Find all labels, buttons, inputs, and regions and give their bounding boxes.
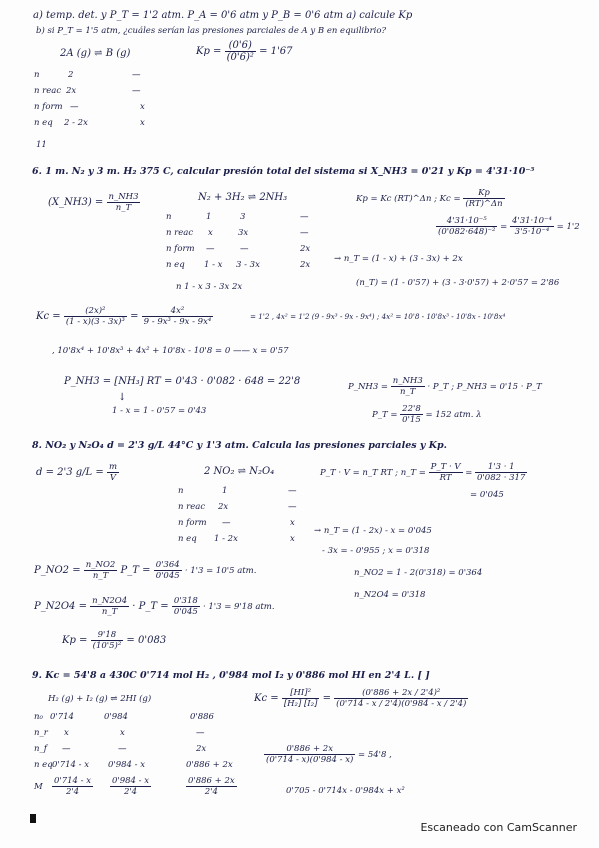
p6-kc-expansion: = 1'2 , 4x² = 1'2 (9 - 9x³ - 9x - 9x⁴) ; 4x² = 10'8 - 10'8x³ - 10'8x - 10'8x⁴ <box>250 312 506 321</box>
p9-kc: Kc = $\frac{\text{[HI]²}}{\text{[H₂] [I₂]}}$ = $\frac{\text{(0'886 + 2x / 2'4)²}}{(0'714 - x / 2'4)(0'984 - x / 2'4)}$ <box>254 688 467 709</box>
p8-row-label: n eq <box>178 534 197 544</box>
p8-equation: 2 NO₂ ⇌ N₂O₄ <box>204 466 275 477</box>
p6-line-1: 6. 1 m. N₂ y 3 m. H₂ 375 C, calcular presión total del sistema si X_NH3 = 0'21 y Kp = 4'31·10⁻⁵ <box>32 166 535 177</box>
p9-equation: H₂ (g) + I₂ (g) ⇌ 2HI (g) <box>48 694 152 704</box>
p8-p-n2o4: P_N2O4 = $\frac{n\_N2O4}{n\_T}$ · P_T = $\frac{0'318}{0'045}$ · 1'3 = 9'18 atm. <box>34 596 275 617</box>
p8-density: d = 2'3 g/L = $\frac{m}{V}$ <box>36 462 118 483</box>
p7-cell: x <box>140 102 145 112</box>
p7-cell: 2x <box>66 86 77 96</box>
p9-cell: 0'984 - x <box>108 760 146 770</box>
p7-equation: 2A (g) ⇌ B (g) <box>60 48 131 59</box>
p6-cell: — <box>206 244 215 254</box>
p6-cell: 3 - 3x <box>236 260 260 270</box>
p7-line-1: a) temp. det. y P_T = 1'2 atm. P_A = 0'6 atm y P_B = 0'6 atm a) calcule Kp <box>33 10 413 21</box>
p6-cell: x <box>208 228 213 238</box>
p8-cell: — <box>288 502 297 512</box>
p9-row-label: n eq <box>34 760 53 770</box>
p8-n-n2o4: n_N2O4 = 0'318 <box>354 590 426 600</box>
p6-kp-relation: Kp = Kc (RT)^Δn ; Kc = $\frac{Kp}{(RT)\^{}\Delta n}$ <box>356 188 503 209</box>
p8-cell: — <box>288 486 297 496</box>
p9-cell: 2x <box>196 744 207 754</box>
p9-expansion: 0'705 - 0'714x - 0'984x + x² <box>286 786 405 796</box>
p6-cell: — <box>300 228 309 238</box>
p8-cell: — <box>222 518 231 528</box>
p9-cell: 0'714 - x <box>52 760 90 770</box>
p9-cell: x <box>120 728 125 738</box>
p6-concentration: 1 - x = 1 - 0'57 = 0'43 <box>112 406 207 416</box>
p9-cell: 0'886 <box>190 712 214 722</box>
p8-row-label: n reac <box>178 502 206 512</box>
p8-cell: 2x <box>218 502 229 512</box>
p6-cell: — <box>240 244 249 254</box>
p9-line-1: 9. Kc = 54'8 a 430C 0'714 mol H₂ , 0'984 mol I₂ y 0'886 mol HI en 2'4 L. [ ] <box>32 670 430 681</box>
p6-cell: 1 <box>206 212 212 222</box>
p6-nt: → n_T = (1 - x) + (3 - 3x) + 2x <box>334 254 463 264</box>
p9-cell: — <box>118 744 127 754</box>
p8-row-label: n form <box>178 518 207 528</box>
p6-arrow: ↓ <box>118 392 127 403</box>
p7-cell: — <box>132 86 141 96</box>
p6-cell: 2x <box>300 244 311 254</box>
p9-cell: — <box>62 744 71 754</box>
p8-line-1: 8. NO₂ y N₂O₄ d = 2'3 g/L 44°C y 1'3 atm. Calcula las presiones parciales y Kp. <box>32 440 447 451</box>
p8-solve: - 3x = - 0'955 ; x = 0'318 <box>322 546 430 556</box>
p6-row-label: n eq <box>166 260 185 270</box>
p7-row-label: n eq <box>34 118 53 128</box>
p6-cell: 3 <box>240 212 246 222</box>
p7-line-2: b) si P_T = 1'5 atm, ¿cuáles serían las presiones parciales de A y B en equilibrio? <box>36 26 387 36</box>
p6-cell: — <box>300 212 309 222</box>
p9-row-label: n_r <box>34 728 48 738</box>
p8-ideal-gas: P_T · V = n_T RT ; n_T = $\frac{P\_T \cdot V}{RT}$ = $\frac{1'3 \cdot 1}{0'082 \cdot 317}$ <box>320 462 526 483</box>
p6-n-row: n 1 - x 3 - 3x 2x <box>176 282 243 292</box>
p9-cell: 0'714 <box>50 712 74 722</box>
p9-cell: — <box>196 728 205 738</box>
p8-n-no2: n_NO2 = 1 - 2(0'318) = 0'364 <box>354 568 483 578</box>
p8-kp: Kp = $\frac{9'18}{\text{(10'5)²}}$ = 0'083 <box>62 630 167 651</box>
p8-cell: x <box>290 534 295 544</box>
p6-polynomial: , 10'8x⁴ + 10'8x³ + 4x² + 10'8x - 10'8 = 0 —— x = 0'57 <box>52 346 289 356</box>
p9-cell: x <box>64 728 69 738</box>
p8-cell: 1 <box>222 486 228 496</box>
p7-row-label: n reac <box>34 86 62 96</box>
p8-cell: 1 - 2x <box>214 534 238 544</box>
p7-mark: 11 <box>36 140 47 150</box>
p6-molar-fraction: (X_NH3) = $\frac{n\_NH3}{n\_T}$ <box>48 192 139 213</box>
p8-nt-value: = 0'045 <box>470 490 504 500</box>
p8-p-no2: P_NO2 = $\frac{n\_NO2}{n\_T}$ P_T = $\frac{0'364}{0'045}$ · 1'3 = 10'5 atm. <box>34 560 257 581</box>
p7-cell: — <box>132 70 141 80</box>
p6-kc-equation: Kc = $\frac{\text{(2x)²}}{\text{(1 - x)(3 - 3x)³}}$ = $\frac{\text{4x²}}{\text{9 - 9x³ - 9x - 9x⁴}}$ <box>36 306 212 327</box>
p6-cell: 2x <box>300 260 311 270</box>
p7-cell: 2 - 2x <box>64 118 88 128</box>
p9-simplified: $\frac{0'886 + 2x}{(0'714 - x)(0'984 - x)}$ = 54'8 , <box>266 744 392 765</box>
p6-row-label: n reac <box>166 228 194 238</box>
p6-p-nh3: P_NH3 = [NH₃] RT = 0'43 · 0'082 · 648 = 22'8 <box>64 376 301 387</box>
p6-row-label: n form <box>166 244 195 254</box>
p6-total-pressure: P_T = $\frac{22'8}{0'15}$ = 152 atm. λ <box>372 404 482 425</box>
p7-kp: Kp = $\frac{(0'6)}{\text{(0'6)²}}$ = 1'67 <box>196 40 293 63</box>
p8-row-label: n <box>178 486 184 496</box>
p7-row-label: n form <box>34 102 63 112</box>
p9-m-hi: $\frac{0'886 + 2x}{2'4}$ <box>188 776 235 797</box>
p7-row-label: n <box>34 70 40 80</box>
p7-cell: 2 <box>68 70 74 80</box>
p6-row-label: n <box>166 212 172 222</box>
p9-row-label: n_f <box>34 744 47 754</box>
p6-equation: N₂ + 3H₂ ⇌ 2NH₃ <box>198 192 288 203</box>
p9-m-i2: $\frac{0'984 - x}{2'4}$ <box>112 776 150 797</box>
p9-cell: 0'886 + 2x <box>186 760 233 770</box>
p6-nt-value: (n_T) = (1 - 0'57) + (3 - 3·0'57) + 2·0'57 = 2'86 <box>356 278 560 288</box>
p6-p-nh3-fraction: P_NH3 = $\frac{n\_NH3}{n\_T}$ · P_T ; P_NH3 = 0'15 · P_T <box>348 376 542 397</box>
scanner-watermark: Escaneado con CamScanner <box>420 821 577 834</box>
p6-cell: 3x <box>238 228 249 238</box>
p9-row-label: M <box>34 782 43 792</box>
p9-row-label: n₀ <box>34 712 43 722</box>
p6-cell: 1 - x <box>204 260 223 270</box>
p6-kc-calc: $\frac{\text{4'31·10⁻⁵}}{\text{(0'082·648)⁻²}}$ = $\frac{\text{4'31·10⁻⁴}}{\text{3'5·10⁻⁴}}$ = 1'2 <box>438 216 580 237</box>
p8-cell: x <box>290 518 295 528</box>
p9-m-h2: $\frac{0'714 - x}{2'4}$ <box>54 776 92 797</box>
p7-cell: x <box>140 118 145 128</box>
p9-cell: 0'984 <box>104 712 128 722</box>
p7-cell: — <box>70 102 79 112</box>
p8-nt: → n_T = (1 - 2x) - x = 0'045 <box>314 526 432 536</box>
scan-corner-mark <box>30 814 36 823</box>
